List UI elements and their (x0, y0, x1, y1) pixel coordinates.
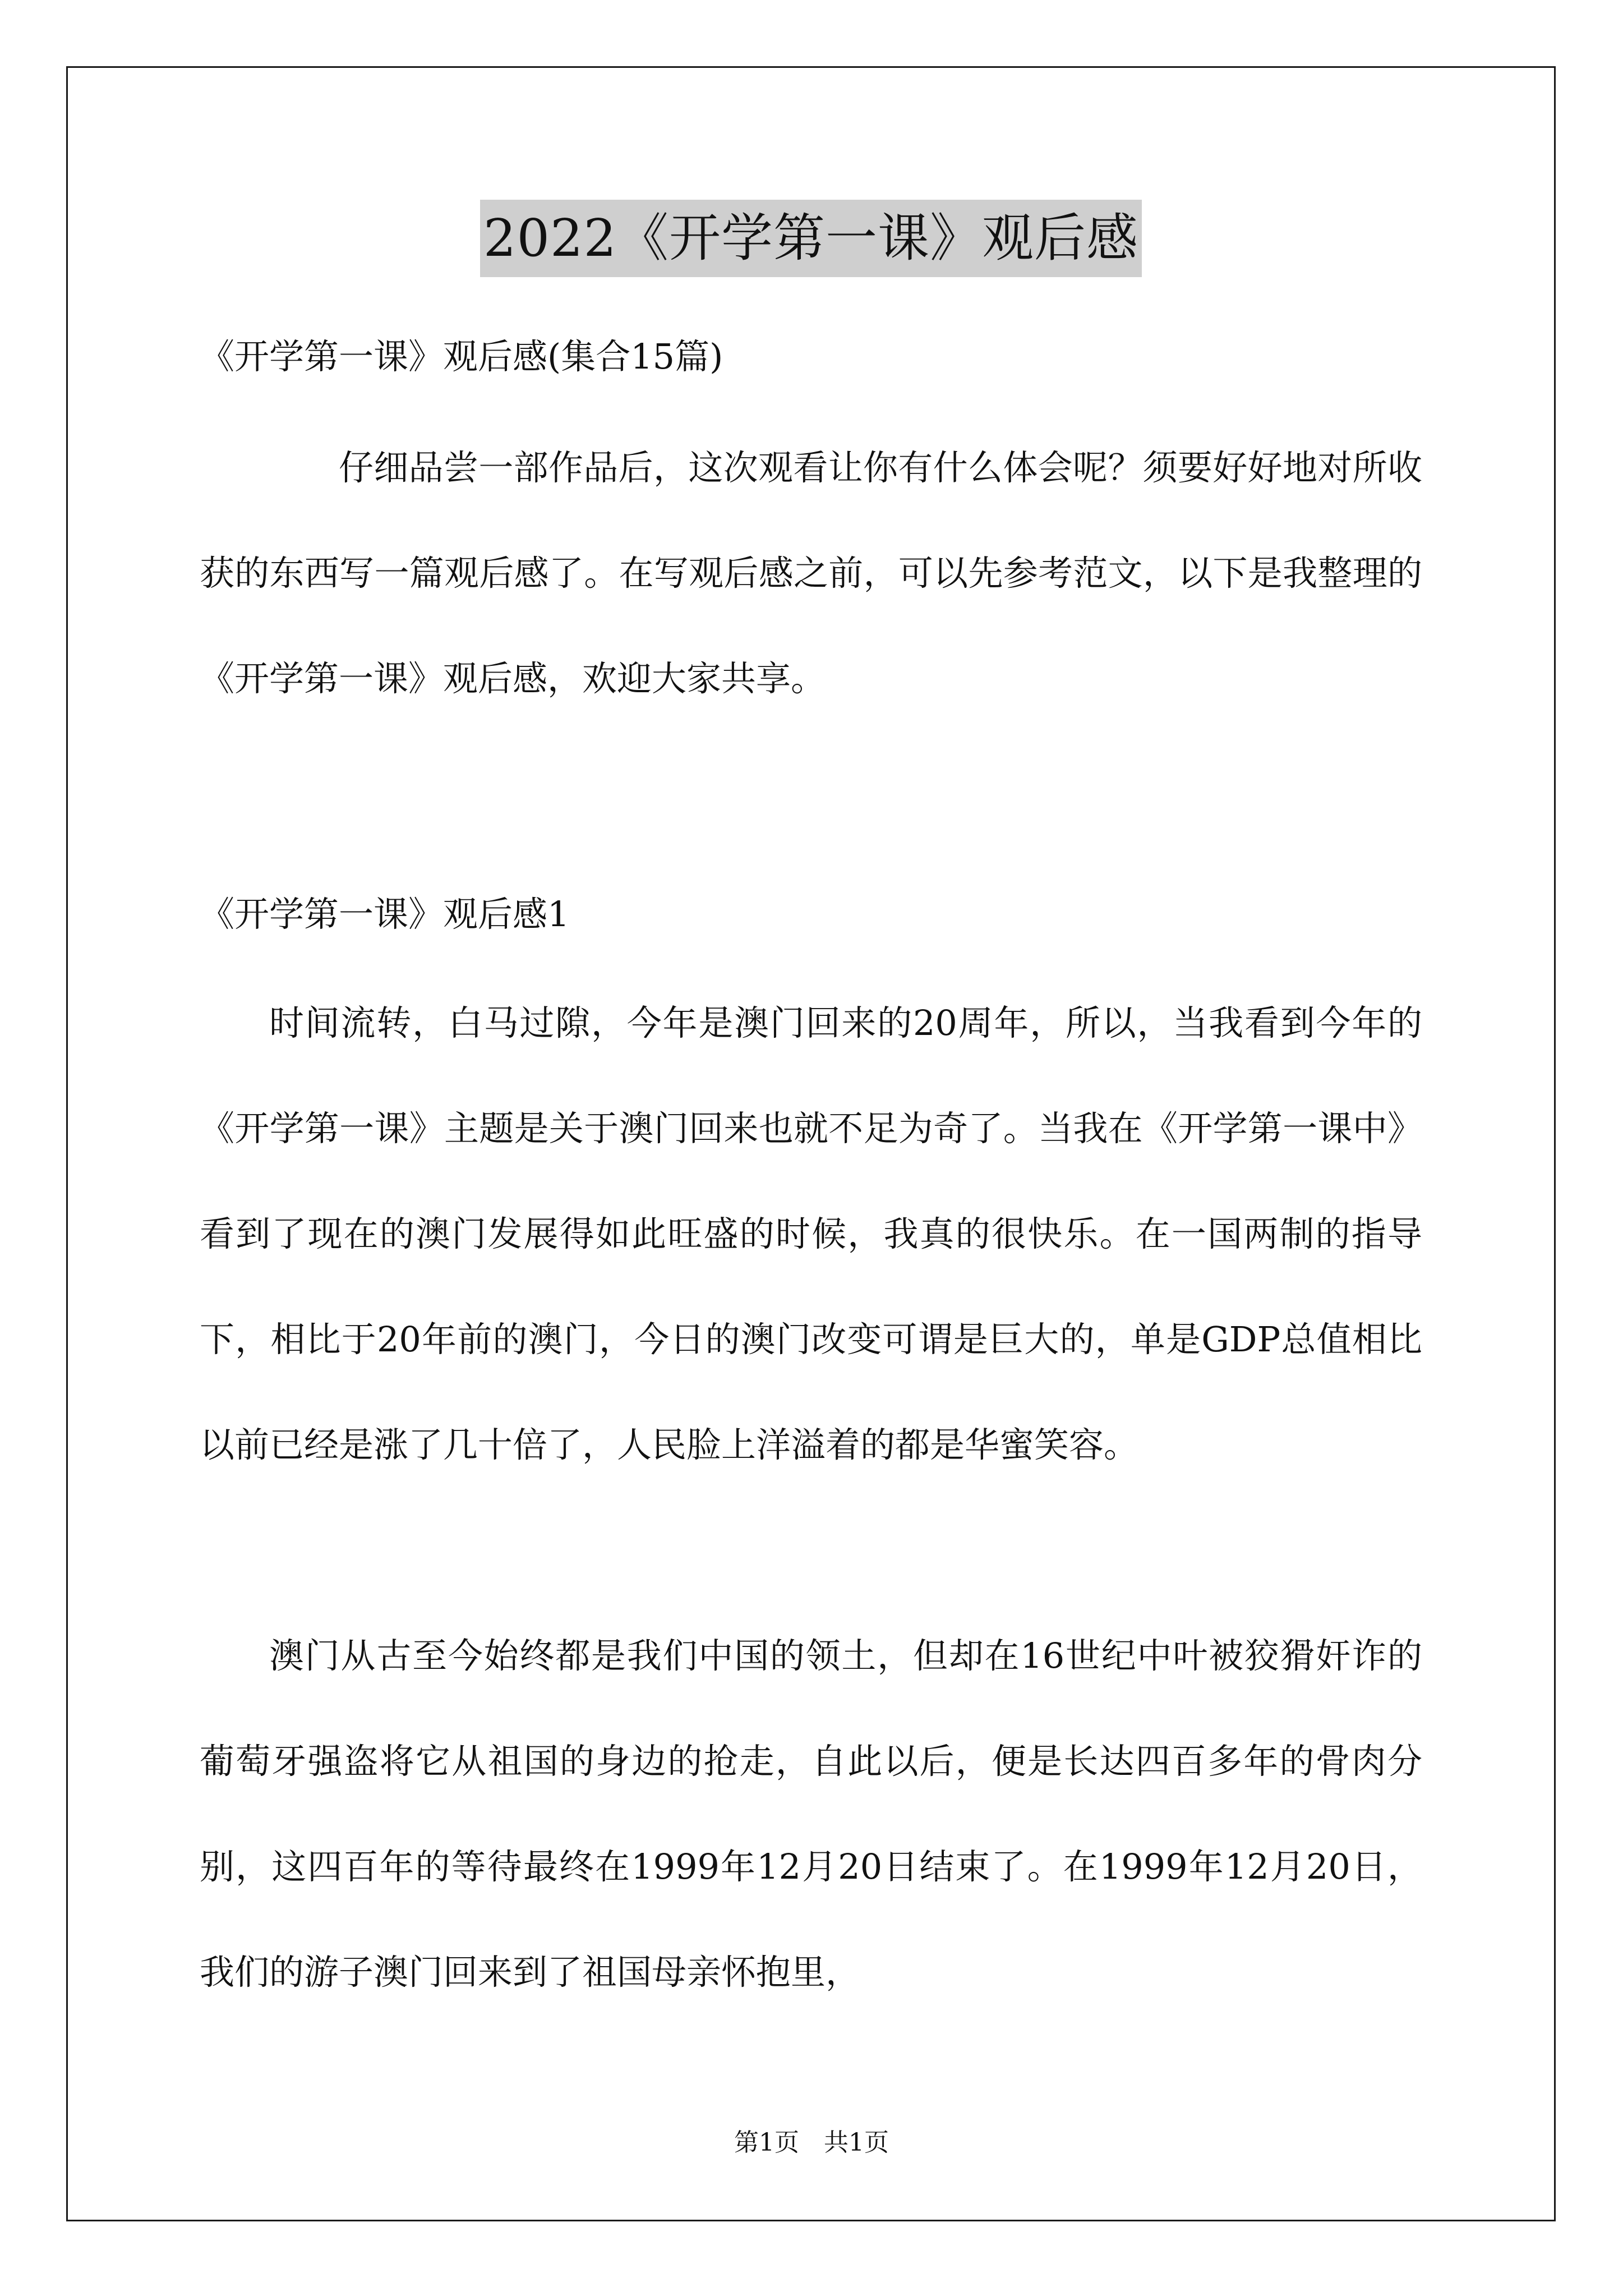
body-paragraph-1: 时间流转，白马过隙，今年是澳门回来的20周年，所以，当我看到今年的《开学第一课》主题是关于澳门回来也就不足为奇了。当我在《开学第一课中》看到了现在的澳门发展得如此旺盛的时候，我真的很快乐。在一国两制的指导下，相比于20年前的澳门，今日的澳门改变可谓是巨大的，单是GDP总值相比以前已经是涨了几十倍了，人民脸上洋溢着的都是华蜜笑容。 (200, 1002, 1422, 1465)
body-paragraph-2: 澳门从古至今始终都是我们中国的领土，但却在16世纪中叶被狡猾奸诈的葡萄牙强盗将它从祖国的身边的抢走，自此以后，便是长达四百多年的骨肉分别，这四百年的等待最终在1999年12月20日结束了。在1999年12月20日，我们的游子澳门回来到了祖国母亲怀抱里， (200, 1635, 1422, 1993)
page-footer: 第1页 共1页 (734, 2128, 889, 2157)
section-heading: 《开学第一课》观后感1 (200, 894, 570, 935)
document-subtitle: 《开学第一课》观后感(集合15篇) (200, 336, 723, 377)
intro-paragraph: 仔细品尝一部作品后，这次观看让你有什么体会呢？须要好好地对所收获的东西写一篇观后感了。在写观后感之前，可以先参考范文，以下是我整理的《开学第一课》观后感，欢迎大家共享。 (200, 447, 1422, 699)
title-block (200, 200, 1422, 277)
document-title: 2022《开学第一课》观后感 (480, 200, 1142, 277)
